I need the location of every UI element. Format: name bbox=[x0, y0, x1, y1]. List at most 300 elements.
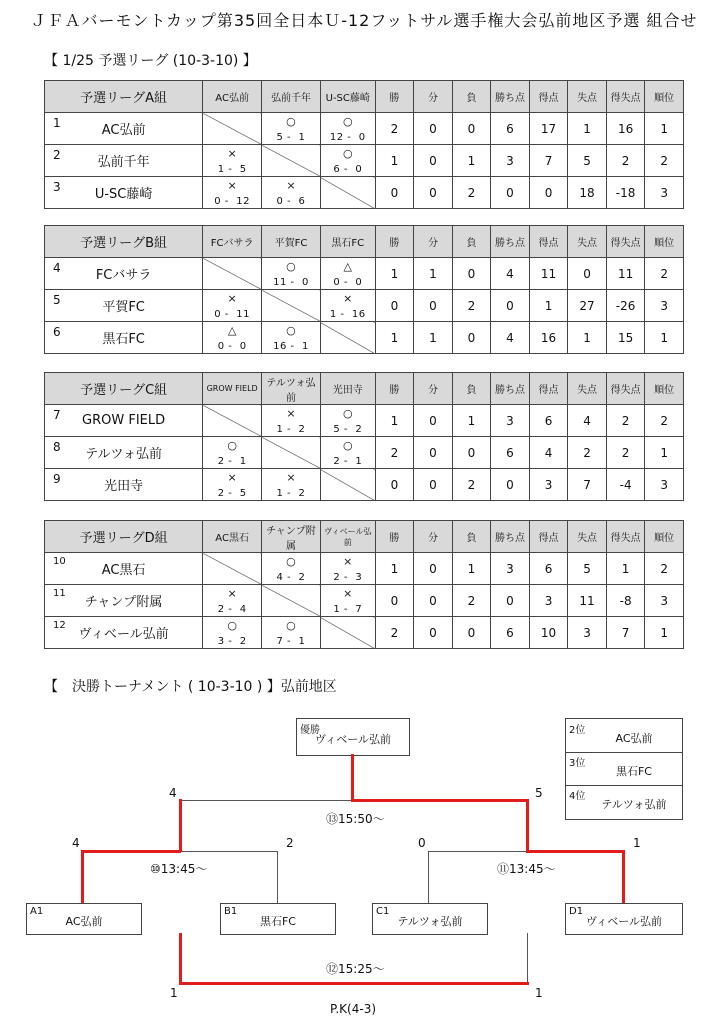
match-result-cell bbox=[262, 258, 321, 290]
stat-cell: 0 bbox=[375, 290, 414, 322]
stat-cell: 2 bbox=[452, 585, 491, 617]
self-match-cell bbox=[262, 145, 321, 177]
table-row bbox=[45, 177, 684, 209]
team-number: 11 bbox=[53, 588, 66, 599]
match-score: 5 - 2 bbox=[333, 424, 363, 435]
stat-cell: 5 bbox=[568, 145, 607, 177]
opponent-header: 平賀FC bbox=[262, 226, 321, 258]
team-number: 12 bbox=[53, 620, 66, 631]
match-score: 0 - 11 bbox=[214, 309, 250, 320]
league-table-group-4 bbox=[44, 520, 684, 649]
match-score: 1 - 2 bbox=[276, 488, 306, 499]
group-name: 予選リーグD組 bbox=[45, 521, 203, 553]
team-box-b1 bbox=[220, 903, 336, 935]
match-result-cell bbox=[262, 322, 321, 354]
team-seed-tag: D1 bbox=[569, 906, 584, 917]
stat-cell: 11 bbox=[606, 258, 645, 290]
winner-path bbox=[526, 799, 529, 852]
stat-cell: 0 bbox=[414, 437, 453, 469]
stat-header: 得点 bbox=[529, 81, 568, 113]
result-mark: ○ bbox=[227, 439, 237, 452]
result-mark: ○ bbox=[286, 115, 296, 128]
match-score: 11 - 0 bbox=[273, 277, 309, 288]
table-row bbox=[45, 290, 684, 322]
stat-cell: 10 bbox=[529, 617, 568, 649]
stat-cell: 2 bbox=[606, 437, 645, 469]
team-name: 弘前千年 bbox=[97, 155, 150, 170]
stat-cell: 18 bbox=[568, 177, 607, 209]
score-semi-c: 0 bbox=[418, 836, 426, 850]
league-section-label: 【 1/25 予選リーグ (10-3-10) 】 bbox=[44, 53, 257, 69]
stat-cell: -8 bbox=[606, 585, 645, 617]
stat-header: 順位 bbox=[645, 373, 684, 405]
stat-cell: 2 bbox=[375, 617, 414, 649]
match-score: 4 - 2 bbox=[276, 572, 306, 583]
stat-cell: 1 bbox=[568, 322, 607, 354]
team-name: テルツォ弘前 bbox=[85, 447, 163, 462]
team-name: 光田寺 bbox=[104, 479, 144, 494]
winner-path bbox=[526, 850, 624, 853]
stat-cell: 0 bbox=[491, 469, 530, 501]
third-winner-path bbox=[179, 982, 529, 985]
stat-header: 得失点 bbox=[606, 373, 645, 405]
stat-cell: 2 bbox=[452, 469, 491, 501]
semi-winner-path bbox=[81, 850, 181, 853]
team-seed-tag: C1 bbox=[376, 906, 390, 917]
winner-box bbox=[296, 718, 410, 756]
match-result-cell bbox=[262, 617, 321, 649]
stat-cell: 2 bbox=[375, 437, 414, 469]
stat-cell: 0 bbox=[375, 469, 414, 501]
stat-header: 順位 bbox=[645, 81, 684, 113]
stat-header: 分 bbox=[414, 521, 453, 553]
match-score: 0 - 6 bbox=[276, 196, 306, 207]
match-result-cell bbox=[203, 322, 262, 354]
opponent-header: FCバサラ bbox=[203, 226, 262, 258]
stat-cell: 0 bbox=[529, 177, 568, 209]
match-result-cell bbox=[320, 585, 375, 617]
winner-path bbox=[622, 850, 625, 903]
page-title: ＪＦＡバーモントカップ第35回全日本Ｕ-12フットサル選手権大会弘前地区予選 組合せ bbox=[30, 11, 698, 30]
table-row bbox=[45, 145, 684, 177]
team-number: 2 bbox=[53, 148, 61, 162]
place-row bbox=[566, 785, 682, 818]
score-semi-b: 2 bbox=[286, 836, 294, 850]
stat-cell: 1 bbox=[645, 113, 684, 145]
opponent-header: U-SC藤崎 bbox=[320, 81, 375, 113]
winner-name: ヴィベール弘前 bbox=[314, 733, 392, 746]
result-mark: × bbox=[343, 292, 353, 305]
stat-cell: 3 bbox=[491, 145, 530, 177]
stat-cell: 15 bbox=[606, 322, 645, 354]
stat-header: 勝ち点 bbox=[491, 81, 530, 113]
stat-header: 負 bbox=[452, 521, 491, 553]
stat-cell: 5 bbox=[568, 553, 607, 585]
match-result-cell bbox=[320, 437, 375, 469]
match-result-cell bbox=[320, 405, 375, 437]
self-match-cell bbox=[203, 405, 262, 437]
team-cell bbox=[45, 405, 203, 437]
stat-cell: 3 bbox=[645, 290, 684, 322]
team-cell bbox=[45, 177, 203, 209]
team-cell bbox=[45, 469, 203, 501]
result-mark: ○ bbox=[286, 555, 296, 568]
stat-cell: 16 bbox=[529, 322, 568, 354]
table-row bbox=[45, 437, 684, 469]
result-mark: △ bbox=[343, 260, 352, 273]
match-result-cell bbox=[203, 617, 262, 649]
stat-header: 得失点 bbox=[606, 226, 645, 258]
winner-path bbox=[351, 799, 528, 802]
stat-cell: 0 bbox=[491, 290, 530, 322]
stat-cell: 2 bbox=[375, 113, 414, 145]
self-match-cell bbox=[320, 322, 375, 354]
pk-result: P.K(4-3) bbox=[330, 1002, 377, 1016]
team-name: 黒石FC bbox=[102, 332, 145, 347]
stat-cell: 11 bbox=[529, 258, 568, 290]
stat-cell: 1 bbox=[568, 113, 607, 145]
team-name: 平賀FC bbox=[102, 300, 145, 315]
team-cell bbox=[45, 258, 203, 290]
stat-cell: 0 bbox=[414, 113, 453, 145]
stat-cell: 1 bbox=[645, 322, 684, 354]
score-third-left: 1 bbox=[170, 986, 178, 1000]
self-match-cell bbox=[320, 469, 375, 501]
stat-cell: 1 bbox=[375, 145, 414, 177]
place-name: AC弘前 bbox=[615, 732, 653, 745]
opponent-header: GROW FIELD bbox=[203, 373, 262, 405]
result-mark: ○ bbox=[286, 260, 296, 273]
match-score: 2 - 3 bbox=[333, 572, 363, 583]
team-number: 4 bbox=[53, 261, 61, 275]
stat-cell: 6 bbox=[491, 437, 530, 469]
stat-header: 負 bbox=[452, 81, 491, 113]
stat-cell: 6 bbox=[491, 617, 530, 649]
result-mark: × bbox=[227, 147, 237, 160]
self-match-cell bbox=[262, 585, 321, 617]
result-mark: × bbox=[286, 407, 296, 420]
team-name: FCバサラ bbox=[95, 268, 152, 283]
stat-header: 勝ち点 bbox=[491, 226, 530, 258]
match-score: 16 - 1 bbox=[273, 341, 309, 352]
stat-cell: 3 bbox=[645, 585, 684, 617]
match-score: 2 - 4 bbox=[217, 604, 247, 615]
stat-cell: 6 bbox=[529, 553, 568, 585]
match-result-cell bbox=[203, 145, 262, 177]
stat-cell: 0 bbox=[414, 405, 453, 437]
opponent-header: ヴィベール弘前 bbox=[320, 521, 375, 553]
team-number: 9 bbox=[53, 472, 61, 486]
team-cell bbox=[45, 553, 203, 585]
table-row bbox=[45, 322, 684, 354]
stat-cell: 3 bbox=[645, 177, 684, 209]
stat-header: 負 bbox=[452, 226, 491, 258]
self-match-cell bbox=[203, 258, 262, 290]
stat-cell: 2 bbox=[452, 290, 491, 322]
result-mark: ○ bbox=[286, 324, 296, 337]
stat-cell: 11 bbox=[568, 585, 607, 617]
result-mark: ○ bbox=[342, 147, 353, 160]
self-match-cell bbox=[203, 113, 262, 145]
stat-cell: 17 bbox=[529, 113, 568, 145]
stat-cell: 2 bbox=[606, 405, 645, 437]
result-mark: × bbox=[227, 471, 237, 484]
result-mark: × bbox=[227, 292, 237, 305]
team-number: 1 bbox=[53, 116, 61, 130]
third-right-line bbox=[527, 933, 528, 983]
stat-cell: 0 bbox=[414, 469, 453, 501]
stat-cell: 0 bbox=[452, 437, 491, 469]
self-match-cell bbox=[203, 553, 262, 585]
semi-b-line bbox=[277, 851, 278, 903]
stat-cell: 0 bbox=[375, 177, 414, 209]
stat-cell: 6 bbox=[529, 405, 568, 437]
placings-box bbox=[565, 718, 683, 820]
team-seed-tag: B1 bbox=[224, 906, 238, 917]
stat-header: 分 bbox=[414, 373, 453, 405]
match-score: 1 - 5 bbox=[217, 164, 247, 175]
self-match-cell bbox=[320, 617, 375, 649]
score-final-left: 4 bbox=[169, 786, 177, 800]
stat-header: 勝 bbox=[375, 81, 414, 113]
stat-cell: 3 bbox=[491, 405, 530, 437]
match-score: 0 - 0 bbox=[333, 277, 363, 288]
stat-cell: 0 bbox=[414, 553, 453, 585]
third-winner-path bbox=[179, 933, 182, 985]
stat-cell: 0 bbox=[452, 258, 491, 290]
winner-tag: 優勝 bbox=[300, 725, 320, 736]
opponent-header: AC弘前 bbox=[203, 81, 262, 113]
team-name: U-SC藤崎 bbox=[94, 187, 153, 202]
match-result-cell bbox=[320, 290, 375, 322]
final-time: ⑬15:50～ bbox=[326, 812, 385, 826]
result-mark: × bbox=[286, 179, 296, 192]
stat-cell: 7 bbox=[568, 469, 607, 501]
stat-cell: 27 bbox=[568, 290, 607, 322]
semi-winner-path bbox=[81, 850, 84, 903]
stat-cell: 3 bbox=[491, 553, 530, 585]
stat-cell: 2 bbox=[645, 405, 684, 437]
stat-cell: 4 bbox=[491, 258, 530, 290]
team-name: チャンプ附属 bbox=[84, 595, 163, 610]
stat-cell: 4 bbox=[568, 405, 607, 437]
group-name: 予選リーグA組 bbox=[45, 81, 203, 113]
team-cell bbox=[45, 113, 203, 145]
table-row bbox=[45, 553, 684, 585]
team-box-a1 bbox=[26, 903, 142, 935]
league-table-group-3 bbox=[44, 372, 684, 501]
stat-header: 勝ち点 bbox=[491, 373, 530, 405]
opponent-header: AC黒石 bbox=[203, 521, 262, 553]
place-row bbox=[566, 752, 682, 786]
group-name: 予選リーグC組 bbox=[45, 373, 203, 405]
team-name: テルツォ弘前 bbox=[397, 915, 463, 928]
team-number: 8 bbox=[53, 440, 61, 454]
result-mark: ○ bbox=[342, 407, 353, 420]
stat-cell: 2 bbox=[452, 177, 491, 209]
match-result-cell bbox=[320, 145, 375, 177]
stat-header: 得点 bbox=[529, 226, 568, 258]
match-score: 3 - 2 bbox=[217, 636, 247, 647]
match-result-cell bbox=[262, 177, 321, 209]
place-tag: 2位 bbox=[569, 725, 586, 736]
stat-header: 得失点 bbox=[606, 521, 645, 553]
stat-cell: 0 bbox=[414, 177, 453, 209]
opponent-header: チャンプ附属 bbox=[262, 521, 321, 553]
stat-cell: 4 bbox=[491, 322, 530, 354]
stat-cell: 1 bbox=[375, 405, 414, 437]
stat-cell: 3 bbox=[529, 585, 568, 617]
team-name: AC弘前 bbox=[101, 123, 146, 138]
opponent-header: 弘前千年 bbox=[262, 81, 321, 113]
stat-cell: 3 bbox=[645, 469, 684, 501]
match-score: 12 - 0 bbox=[329, 132, 366, 143]
stat-cell: 0 bbox=[414, 290, 453, 322]
match-score: 6 - 0 bbox=[333, 164, 363, 175]
table-row bbox=[45, 405, 684, 437]
match-score: 7 - 1 bbox=[276, 636, 306, 647]
opponent-header: 光田寺 bbox=[320, 373, 375, 405]
match-score: 1 - 2 bbox=[276, 424, 306, 435]
stat-cell: 1 bbox=[529, 290, 568, 322]
team-number: 5 bbox=[53, 293, 61, 307]
result-mark: ○ bbox=[286, 619, 296, 632]
table-row bbox=[45, 617, 684, 649]
result-mark: × bbox=[343, 587, 353, 600]
result-mark: × bbox=[343, 555, 353, 568]
match-score: 1 - 16 bbox=[329, 309, 366, 320]
winner-path bbox=[351, 754, 354, 800]
stat-cell: -4 bbox=[606, 469, 645, 501]
team-name: AC黒石 bbox=[101, 563, 146, 578]
stat-header: 失点 bbox=[568, 226, 607, 258]
result-mark: × bbox=[227, 587, 237, 600]
stat-cell: 2 bbox=[645, 553, 684, 585]
tournament-section-label: 【 決勝トーナメント ( 10-3-10 ) 】弘前地区 bbox=[44, 679, 337, 695]
place-name: テルツォ弘前 bbox=[601, 798, 667, 811]
group-name: 予選リーグB組 bbox=[45, 226, 203, 258]
result-mark: × bbox=[286, 471, 296, 484]
match-result-cell bbox=[320, 258, 375, 290]
stat-cell: 2 bbox=[645, 258, 684, 290]
semi-left-time: ⑩13:45～ bbox=[150, 862, 208, 876]
match-result-cell bbox=[262, 469, 321, 501]
stat-header: 失点 bbox=[568, 373, 607, 405]
place-row bbox=[566, 719, 682, 753]
stat-cell: 7 bbox=[529, 145, 568, 177]
team-cell bbox=[45, 437, 203, 469]
match-result-cell bbox=[320, 553, 375, 585]
league-table-group-1 bbox=[44, 80, 684, 209]
score-semi-d: 1 bbox=[633, 836, 641, 850]
stat-cell: 3 bbox=[529, 469, 568, 501]
match-score: 2 - 1 bbox=[217, 456, 247, 467]
team-name: ヴィベール弘前 bbox=[78, 627, 169, 642]
stat-cell: 0 bbox=[414, 585, 453, 617]
team-number: 3 bbox=[53, 180, 61, 194]
stat-cell: 1 bbox=[414, 258, 453, 290]
team-name: GROW FIELD bbox=[82, 413, 166, 428]
match-result-cell bbox=[262, 405, 321, 437]
stat-header: 得点 bbox=[529, 521, 568, 553]
table-row bbox=[45, 113, 684, 145]
table-row bbox=[45, 258, 684, 290]
team-name: ヴィベール弘前 bbox=[585, 915, 663, 928]
match-score: 0 - 12 bbox=[214, 196, 250, 207]
stat-header: 勝ち点 bbox=[491, 521, 530, 553]
league-table-group-2 bbox=[44, 225, 684, 354]
stat-header: 得点 bbox=[529, 373, 568, 405]
table-row bbox=[45, 469, 684, 501]
stat-cell: 2 bbox=[606, 145, 645, 177]
stat-cell: 1 bbox=[452, 145, 491, 177]
stat-header: 得失点 bbox=[606, 81, 645, 113]
stat-cell: 0 bbox=[452, 617, 491, 649]
stat-cell: 1 bbox=[645, 617, 684, 649]
opponent-header: テルツォ弘前 bbox=[262, 373, 321, 405]
stat-cell: 0 bbox=[414, 617, 453, 649]
score-final-right: 5 bbox=[535, 786, 543, 800]
stat-cell: 1 bbox=[375, 258, 414, 290]
stat-header: 順位 bbox=[645, 226, 684, 258]
team-box-d1 bbox=[565, 903, 683, 935]
opponent-header: 黒石FC bbox=[320, 226, 375, 258]
semi-right-time: ⑪13:45～ bbox=[497, 862, 556, 876]
score-semi-a: 4 bbox=[72, 836, 80, 850]
match-result-cell bbox=[203, 177, 262, 209]
stat-header: 負 bbox=[452, 373, 491, 405]
match-score: 2 - 5 bbox=[217, 488, 247, 499]
team-cell bbox=[45, 585, 203, 617]
stat-cell: 4 bbox=[529, 437, 568, 469]
table-row bbox=[45, 585, 684, 617]
stat-cell: 16 bbox=[606, 113, 645, 145]
team-name: 黒石FC bbox=[259, 915, 296, 928]
stat-cell: 1 bbox=[375, 553, 414, 585]
match-result-cell bbox=[203, 290, 262, 322]
stat-cell: 7 bbox=[606, 617, 645, 649]
match-result-cell bbox=[203, 437, 262, 469]
team-cell bbox=[45, 290, 203, 322]
stat-header: 順位 bbox=[645, 521, 684, 553]
result-mark: ○ bbox=[342, 115, 353, 128]
team-seed-tag: A1 bbox=[30, 906, 44, 917]
stat-cell: -18 bbox=[606, 177, 645, 209]
self-match-cell bbox=[262, 290, 321, 322]
result-mark: △ bbox=[227, 324, 237, 337]
stat-cell: 2 bbox=[568, 437, 607, 469]
stat-cell: -26 bbox=[606, 290, 645, 322]
stat-header: 分 bbox=[414, 226, 453, 258]
stat-cell: 1 bbox=[606, 553, 645, 585]
stat-header: 失点 bbox=[568, 81, 607, 113]
semi-c-line bbox=[428, 851, 429, 903]
self-match-cell bbox=[262, 437, 321, 469]
stat-cell: 0 bbox=[568, 258, 607, 290]
stat-cell: 0 bbox=[414, 145, 453, 177]
stat-cell: 3 bbox=[568, 617, 607, 649]
team-cell bbox=[45, 145, 203, 177]
score-third-right: 1 bbox=[535, 986, 543, 1000]
match-score: 5 - 1 bbox=[276, 132, 306, 143]
stat-cell: 1 bbox=[414, 322, 453, 354]
result-mark: ○ bbox=[342, 439, 353, 452]
stat-cell: 1 bbox=[452, 405, 491, 437]
third-place-time: ⑫15:25～ bbox=[326, 962, 385, 976]
semi-winner-path bbox=[179, 799, 182, 852]
stat-cell: 0 bbox=[375, 585, 414, 617]
match-score: 0 - 0 bbox=[217, 341, 247, 352]
